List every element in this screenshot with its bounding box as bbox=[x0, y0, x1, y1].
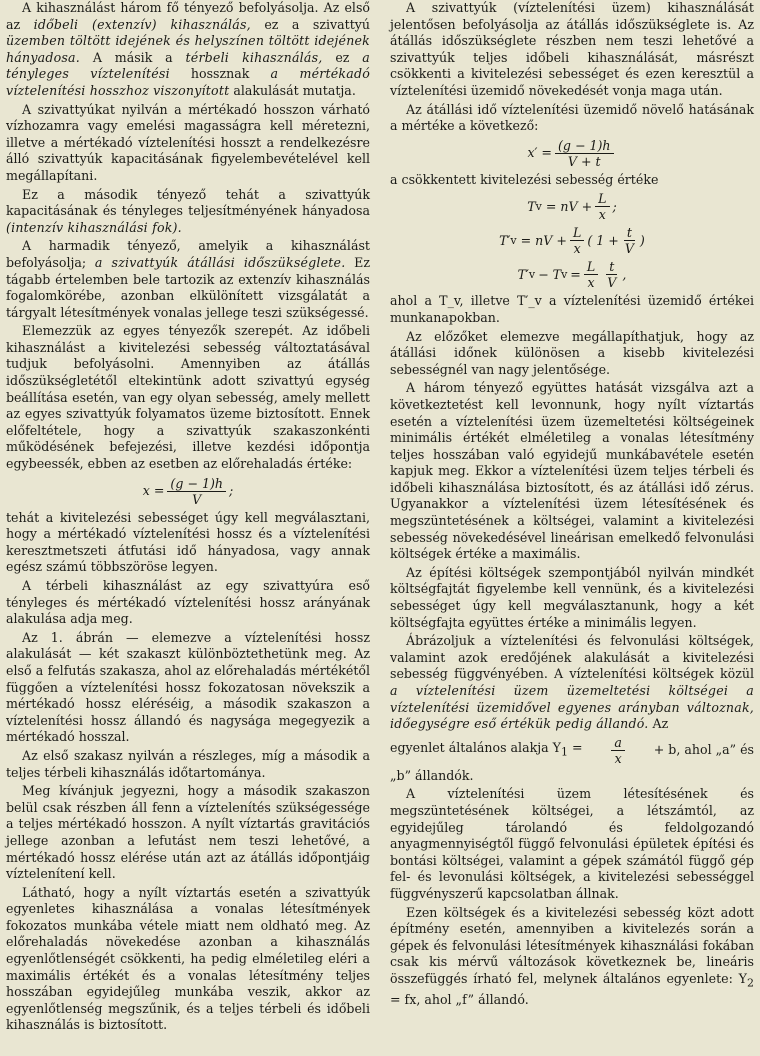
paragraph: ahol a T_v, illetve T′_v a víztelenítési üzemidő értékei munkanapokban. bbox=[390, 293, 754, 325]
paragraph: A szivattyúk (víztelenítési üzem) kihasználását jelentősen befolyásolja az átállás időszükséglete is. Az átállás időszükséglete részben nem teszi lehetővé a szivattyúk teljes időbeli kihasználását, másrészt csökkenti a kivitelezési sebességet és ezen keresztül a víztelenítési üzemidő növekedését vonja maga után. bbox=[390, 0, 754, 98]
emphasis: térbeli kihasználás, bbox=[185, 49, 323, 65]
paragraph: Ábrázoljuk a víztelenítési és felvonulási költségek, valamint azok eredőjének alakulását a kivitelezési sebesség függvényében. A víztelenítési költségek közül a víztelenítési üzem üzemeltetési költségei a víztelenítési üzemidővel egyenes arányban változnak, időegységre eső értékük pedig állandó. Az bbox=[390, 633, 754, 732]
fraction: $\frac{(g - 1)h}{V}$ bbox=[167, 476, 226, 507]
paragraph: A szivattyúkat nyilván a mértékadó hosszon várható vízhozamra vagy emelési magasságra kell méretezni, illetve a mértékadó víztelenítési hosszt a rendelkezésre álló szivattyúk kapacitásának figyelembevételével kell megállapítani. bbox=[6, 101, 370, 183]
paragraph: Meg kívánjuk jegyezni, hogy a második szakaszon belül csak részben áll fenn a víztelenítés szükségessége a teljes mértékadó hosszon. A nyílt víztartás gravitációs jellege azonban a lefutást nem teszi lehetővé, a mértékadó hossz elérése után azt az átállás időpontjáig víztelenítení kell. bbox=[6, 783, 370, 882]
paragraph: A harmadik tényező, amelyik a kihasználást befolyásolja; a szivattyúk átállási időszükséglete. Ez tágabb értelemben bele tartozik az extenzív kihasználás fogalomkörébe, azonban elkülönített vizsgálatát a tárgyalt létesítmények vonalas jellege teszi szükségessé. bbox=[6, 238, 370, 320]
paragraph: A térbeli kihasználást az egy szivattyúra eső tényleges és mértékadó víztelenítési hossz arányának alakulása adja meg. bbox=[6, 578, 370, 627]
paragraph: egyenlet általános alakja $Y_1$ = $\frac{a}{x}$ + b, ahol „a” és bbox=[390, 734, 754, 766]
equation-difference: T′ v − T v = $\frac{L}{x}$ $\frac{t}{V}$ , bbox=[517, 259, 627, 291]
paragraph: Az 1. ábrán — elemezve a víztelenítési hossz alakulását — két szakaszt különböztethetünk meg. Az első a felfutás szakasza, ahol az előrehaladás mértékétől függően a víztelenítési hossz fokozatosan növekszik a mértékadó hossz eléréséig, a második szakaszon a víztelenítési hossz állandó és nagysága megegyezik a mértékadó hosszal. bbox=[6, 629, 370, 745]
paragraph: Az átállási idő víztelenítési üzemidő növelő hatásának a mértéke a következő: bbox=[390, 101, 754, 134]
fraction: $\frac{L}{x}$ bbox=[570, 225, 584, 256]
paragraph: Elemezzük az egyes tényezők szerepét. Az időbeli kihasználást a kivitelezési sebesség változtatásával tudjuk befolyásolni. Amennyiben az átállás időszükségletétől eltekintünk adott szivattyú egység beállítása esetén, van egy olyan sebesség, amely mellett az egyes szivattyúk folyamatos üzeme biztosított. Ennek előfeltétele, hogy a szivattyúk szakaszonkénti működésének befejezési, illetve kezdési időpontja egybeessék, ebben az esetben az előrehaladás értéke: bbox=[6, 323, 370, 472]
fraction: $\frac{t}{V}$ bbox=[624, 225, 634, 257]
fraction: $\frac{L}{x}$ bbox=[584, 259, 598, 290]
equation-x: x = $\frac{(g - 1)h}{V}$ ; bbox=[142, 475, 234, 507]
paragraph: A kihasználást három fő tényező befolyásolja. Az első az időbeli (extenzív) kihasználás, ez a szivattyú üzemben töltött idejének és helyszínen töltött idejének hányadosa. A másik a térbeli kihasználás, ez a tényleges víztelenítési hossznak a mértékadó víztelenítési hosszhoz viszonyított alakulását mutatja. bbox=[6, 0, 371, 98]
fraction: $\frac{(g - 1)h}{V + t}$ bbox=[555, 138, 614, 169]
paragraph: Látható, hogy a nyílt víztartás esetén a szivattyúk egyenletes kihasználása a vonalas létesítmények fokozatos munkába vétele miatt nem oldható meg. Az előrehaladás növekedése azonban a kihasználás egyenlőtlenségét csökkenti, ha pedig elméletileg eléri a maximális értékét és a vonalas létesítmény teljes hosszában egyidejűleg munkába veszik, akkor az egyenlőtlenség megszűnik, és a teljes térbeli és időbeli kihasználás is biztosított. bbox=[6, 884, 370, 1033]
fraction: $\frac{L}{x}$ bbox=[595, 191, 609, 222]
equation-x-prime: x′ = $\frac{(g - 1)h}{V + t}$ bbox=[390, 138, 754, 169]
emphasis: a víztelenítési üzem üzemeltetési költségei a víztelenítési üzemidővel egyenes arányban változnak, időegységre eső értékük pedig állandó. bbox=[390, 683, 754, 732]
paragraph: Ez a második tényező tehát a szivattyúk kapacitásának és tényleges teljesítményének hányadosa (intenzív kihasználási fok). bbox=[6, 186, 370, 235]
paragraph: A víztelenítési üzem létesítésének és megszüntetésének költségei, a létszámtól, az egyidejűleg tárolandó és feldolgozandó anyagmennyiségtől függő felvonulási épületek építési és bontási költségei, valamint a gépek számától függő gép fel- és levonulási költségek, a kivitelezési sebességgel függvényszerű kapcsolatban állnak. bbox=[390, 786, 754, 901]
left-column bbox=[6, 0, 380, 1056]
paragraph: „b” állandók. bbox=[390, 767, 474, 783]
fraction: $\frac{a}{x}$ bbox=[611, 735, 625, 766]
paragraph: Az előzőket elemezve megállapíthatjuk, hogy az átállási időnek különösen a kisebb kivitelezési sebességnél van nagy jelentősége. bbox=[390, 328, 754, 377]
emphasis: üzemben töltött idejének és helyszínen töltött idejének hányadosa. bbox=[6, 33, 370, 65]
paragraph: Az építési költségek szempontjából nyilván mindkét költségfajtát figyelembe kell vennünk, és a kivitelezési sebességet úgy kell megválasztanunk, hogy a két költségfajta együttes értéke a minimális legyen. bbox=[390, 564, 754, 630]
right-column bbox=[380, 0, 754, 1056]
equation-tv: T v = nV + $\frac{L}{x}$ ; bbox=[527, 191, 617, 223]
paragraph: a csökkentett kivitelezési sebesség értéke bbox=[390, 171, 659, 187]
fraction: $\frac{t}{V}$ bbox=[607, 259, 617, 291]
emphasis: (intenzív kihasználási fok). bbox=[6, 219, 182, 235]
paragraph: Az első szakasz nyilván a részleges, míg a második a teljes térbeli kihasználás időtartománya. bbox=[6, 747, 370, 780]
paragraph: tehát a kivitelezési sebességet úgy kell megválasztani, hogy a mértékadó víztelenítési hossz és a víztelenítési keresztmetszeti átfutási idő hányadosa, vagy annak egész számú többszöröse legyen. bbox=[6, 509, 370, 575]
emphasis: időbeli (extenzív) kihasználás, bbox=[33, 16, 251, 32]
paragraph: Ezen költségek és a kivitelezési sebesség közt adott építmény esetén, amennyiben a kivitelezés során a gépek és felvonulási létesítmények kihasználási fokában csak kis mérvű változások következnek be, lineáris összefüggés írható fel, melynek általános egyenlete: $Y_2$ = fx, ahol „f” állandó. bbox=[390, 904, 754, 1008]
emphasis: a szivattyúk átállási időszükséglete. bbox=[94, 254, 346, 270]
emphasis: a tényleges víztelenítési bbox=[6, 49, 370, 82]
emphasis: a mértékadó víztelenítési hosszhoz viszonyított bbox=[6, 66, 371, 98]
equation-tv-prime: T′ v = nV + $\frac{L}{x}$ ( 1 + $\frac{t}{V}$ ) bbox=[499, 225, 645, 257]
paragraph: A három tényező együttes hatását vizsgálva azt a következtetést kell levonnunk, hogy nyílt víztartás esetén a víztelenítési üzem üzemeltetési költségeinek minimális értékét elméletileg a vonalas létesítmény teljes hosszában való egyidejű munkábavétele esetén kapjuk meg. Ekkor a víztelenítési üzem teljes térbeli és időbeli kihasználása biztosított, és az átállási idő zérus. Ugyanakkor a víztelenítési üzem létesítésének és megszüntetésének a költségei, valamint a kivitelezési sebesség növekedésével lineárisan emelkedő felvonulási költségek értéke a maximális. bbox=[390, 380, 754, 562]
